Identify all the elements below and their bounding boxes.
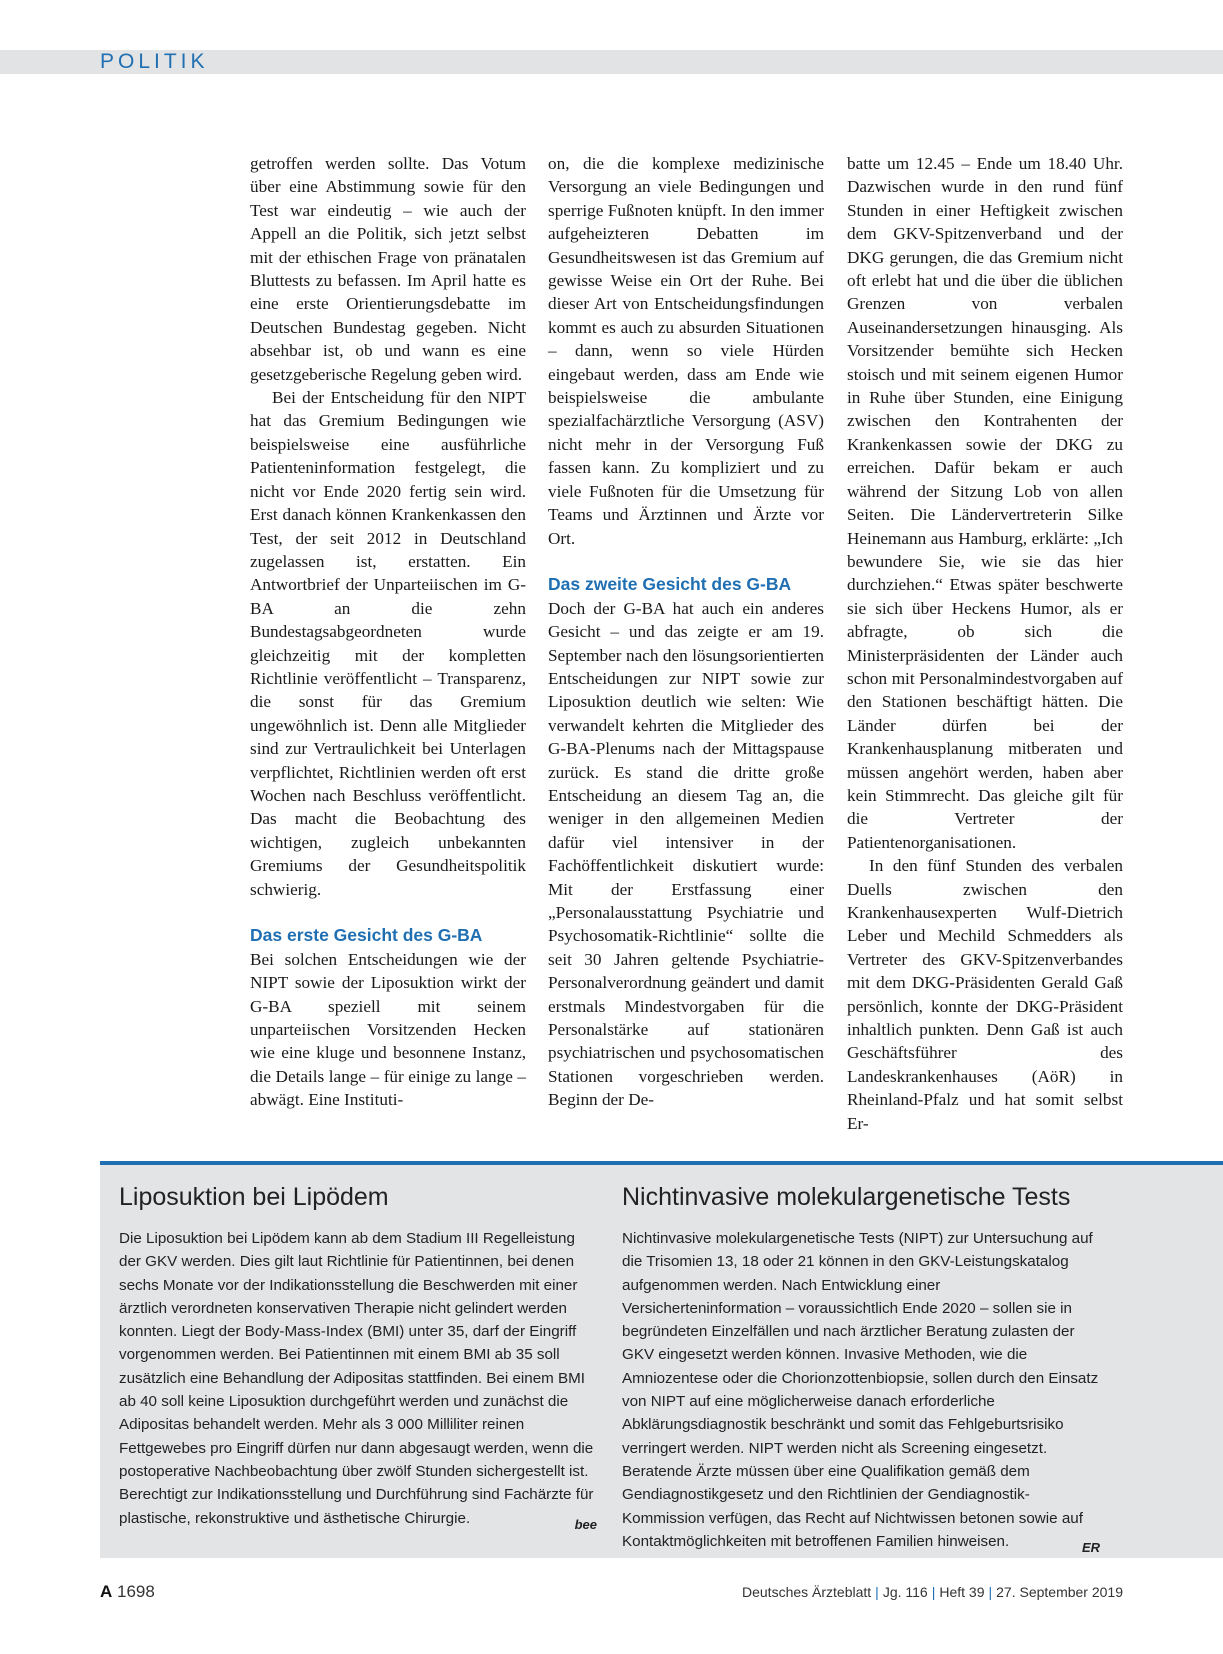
info-box-title: Liposuktion bei Lipödem xyxy=(119,1183,389,1211)
page-number-value: 1698 xyxy=(117,1582,155,1601)
info-box-text: Nichtinvasive molekulargenetische Tests (NIPT) zur Untersuchung auf die Trisomien 13, 18 oder 21 können in den GKV-Leistungskatalog aufgenommen werden. Nach Entwicklung einer Versicherteninformation – voraussichtlich Ende 2020 – sollen sie in begründeten Einzelfällen und nach ärztlicher Beratung zulasten der GKV eingesetzt werden können. Invasive Methoden, wie die Amniozentese oder die Chorionzottenbiopsie, sollen durch den Einsatz von NIPT auf eine möglicherweise danach erforderliche Abklärungsdiagnostik beschränkt und somit das Fehlgeburtsrisiko verringert werden. NIPT werden nicht als Screening eingesetzt. Beratende Ärzte müssen über eine Qualifikation gemäß dem Gendiagnostikgesetz und den Richtlinien der Gendiagnostik-Kommission verfügen, das Recht auf Nichtwissen betonen sowie auf Kontaktmöglichkeiten mit betroffenen Familien hinweisen. xyxy=(622,1230,1099,1550)
paragraph: getroffen werden sollte. Das Votum über eine Abstimmung sowie für den Test war eindeutig – wie auch der Appell an die Politik, sich jetzt selbst mit der ethischen Frage von pränatalen Bluttests zu befassen. Im April hatte es eine erste Orientierungsdebatte im Deutschen Bundestag gegeben. Nicht absehbar ist, ob und wann es eine gesetzgeberische Regelung geben wird. xyxy=(250,154,526,384)
info-box-title: Nichtinvasive molekulargenetische Tests xyxy=(622,1183,1071,1211)
subheading: Das erste Gesicht des G-BA xyxy=(250,925,483,946)
journal-volume: Jg. 116 xyxy=(882,1584,928,1600)
page-footer xyxy=(100,1582,1123,1606)
author-signature: bee xyxy=(574,1516,597,1532)
section-label: POLITIK xyxy=(100,50,209,73)
journal-name: Deutsches Ärzteblatt xyxy=(742,1584,872,1600)
article-column-1 xyxy=(250,152,526,1112)
info-box-nipt xyxy=(622,1181,1100,1556)
paragraph: In den fünf Stunden des verbalen Duells zwischen den Krankenhausexperten Wulf-Dietrich Leber und Mechild Schmedders als Vertreter des GKV-Spitzenverbandes mit dem DKG-Präsidenten Gerald Gaß persönlich, konnte der DKG-Präsident inhaltlich punkten. Denn Gaß ist auch Geschäftsführer des Landeskrankenhauses (AöR) in Rheinland-Pfalz und hat somit selbst Er- xyxy=(847,856,1123,1133)
paragraph: Bei solchen Entscheidungen wie der NIPT sowie der Liposuktion wirkt der G-BA speziell mit seinem unparteiischen Vorsitzenden Hecken wie eine kluge und besonnene Instanz, die Details lange – für einige zu lange – abwägt. Eine Instituti- xyxy=(250,949,526,1110)
author-signature: ER xyxy=(1081,1540,1100,1556)
page-prefix: A xyxy=(100,1582,113,1601)
article-column-2 xyxy=(548,152,824,1112)
page-number xyxy=(100,1582,155,1602)
paragraph: Doch der G-BA hat auch ein anderes Gesicht – und das zeigte er am 19. September nach den lösungsorientierten Entscheidungen zur NIPT sowie zur Liposuktion deutlich wie selten: Wie verwandelt kehrten die Mitglieder des G-BA-Plenums nach der Mittagspause zurück. Es stand die dritte große Entscheidung an diesem Tag an, die weniger in den allgemeinen Medien dafür viel intensiver in der Fachöffentlichkeit diskutiert wurde: Mit der Erstfassung einer „Personalausstattung Psychiatrie und Psychosomatik-Richtlinie“ sollte die seit 30 Jahren geltende Psychiatrie-Personalverordnung geändert und damit erstmals Mindestvorgaben für die Personalstärke auf stationären psychiatrischen und psychosomatischen Stationen vorgeschrieben werden. Beginn der De- xyxy=(548,598,824,1110)
subheading: Das zweite Gesicht des G-BA xyxy=(548,574,792,595)
info-box-text: Die Liposuktion bei Lipödem kann ab dem Stadium III Regelleistung der GKV werden. Dies gilt laut Richtlinie für Patientinnen, bei denen sechs Monate vor der Indikationsstellung die Beschwerden mit einer ärztlich verordneten konservativen Therapie nicht gelindert werden konnten. Liegt der Body-Mass-Index (BMI) unter 35, darf der Eingriff vorgenommen werden. Bei Patientinnen mit einem BMI ab 35 soll zusätzlich eine Behandlung der Adipositas stattfinden. Bei einem BMI ab 40 soll keine Liposuktion durchgeführt werden und zunächst die Adipositas behandelt werden. Mehr als 3 000 Milliliter reinen Fettgewebes pro Eingriff dürfen nur dann abgesaugt werden, wenn die postoperative Nachbeobachtung über zwölf Stunden sichergestellt ist. Berechtigt zur Indikationsstellung und Durchführung sind Fachärzte für plastische, rekonstruktive und ästhetische Chirurgie. xyxy=(119,1230,594,1527)
paragraph: batte um 12.45 – Ende um 18.40 Uhr. Dazwischen wurde in den rund fünf Stunden in einer Heftigkeit zwischen dem GKV-Spitzenverband und der DKG gerungen, die das Gremium nicht oft erlebt hat und die über die üblichen Grenzen von verbalen Auseinandersetzungen hinausging. Als Vorsitzender bemühte sich Hecken stoisch und mit seinem eigenen Humor in Ruhe über Stunden, eine Einigung zwischen den Kontrahenten der Krankenkassen sowie der DKG zu erreichen. Dafür bekam er auch während der Sitzung Lob von allen Seiten. Die Ländervertreterin Silke Heinemann aus Hamburg, erklärte: „Ich bewundere Sie, wie sie das hier durchziehen.“ Etwas später beschwerte sie sich über Heckens Humor, als er abfragte, ob sich die Ministerpräsidenten der Länder auch schon mit Personalmindestvorgaben auf den Stationen beschäftigt hätten. Die Länder dürfen bei der Krankenhausplanung mitberaten und müssen angehört werden, haben aber kein Stimmrecht. Das gleiche gilt für die Vertreter der Patientenorganisationen. xyxy=(847,154,1123,852)
publication-date: 27. September 2019 xyxy=(996,1584,1123,1600)
article-column-3 xyxy=(847,152,1123,1135)
info-box xyxy=(100,1161,1223,1558)
journal-issue: Heft 39 xyxy=(939,1584,985,1600)
paragraph: Bei der Entscheidung für den NIPT hat das Gremium Bedingungen wie beispielsweise eine ausführliche Patienteninformation festgelegt, die nicht vor Ende 2020 fertig sein wird. Erst danach können Krankenkassen den Test, der seit 2012 in Deutschland zugelassen ist, erstatten. Ein Antwortbrief der Unparteiischen im G-BA an die zehn Bundestagsabgeordneten wurde gleichzeitig mit der kompletten Richtlinie veröffentlicht – Transparenz, die sonst für das Gremium ungewöhnlich ist. Denn alle Mitglieder sind zur Vertraulichkeit bei Unterlagen verpflichtet, Richtlinien werden oft erst Wochen nach Beschluss veröffentlicht. Das macht die Beobachtung des wichtigen, zugleich unbekannten Gremiums der Gesundheitspolitik schwierig. xyxy=(250,388,526,899)
info-box-liposuction xyxy=(119,1181,597,1530)
paragraph: on, die die komplexe medizinische Versorgung an viele Bedingungen und sperrige Fußnoten knüpft. In den immer aufgeheizteren Debatten im Gesundheitswesen ist das Gremium auf gewisse Weise ein Ort der Ruhe. Bei dieser Art von Entscheidungsfindungen kommt es auch zu absurden Situationen – dann, wenn so viele Hürden eingebaut werden, dass am Ende wie beispielsweise die ambulante spezialfachärztliche Versorgung (ASV) nicht mehr in der Versorgung Fuß fassen kann. Zu kompliziert und zu viele Fußnoten für die Umsetzung für Teams und Ärztinnen und Ärzte vor Ort. xyxy=(548,154,824,548)
publication-info: Deutsches Ärzteblatt | Jg. 116 | Heft 39 | 27. September 2019 xyxy=(742,1584,1123,1600)
